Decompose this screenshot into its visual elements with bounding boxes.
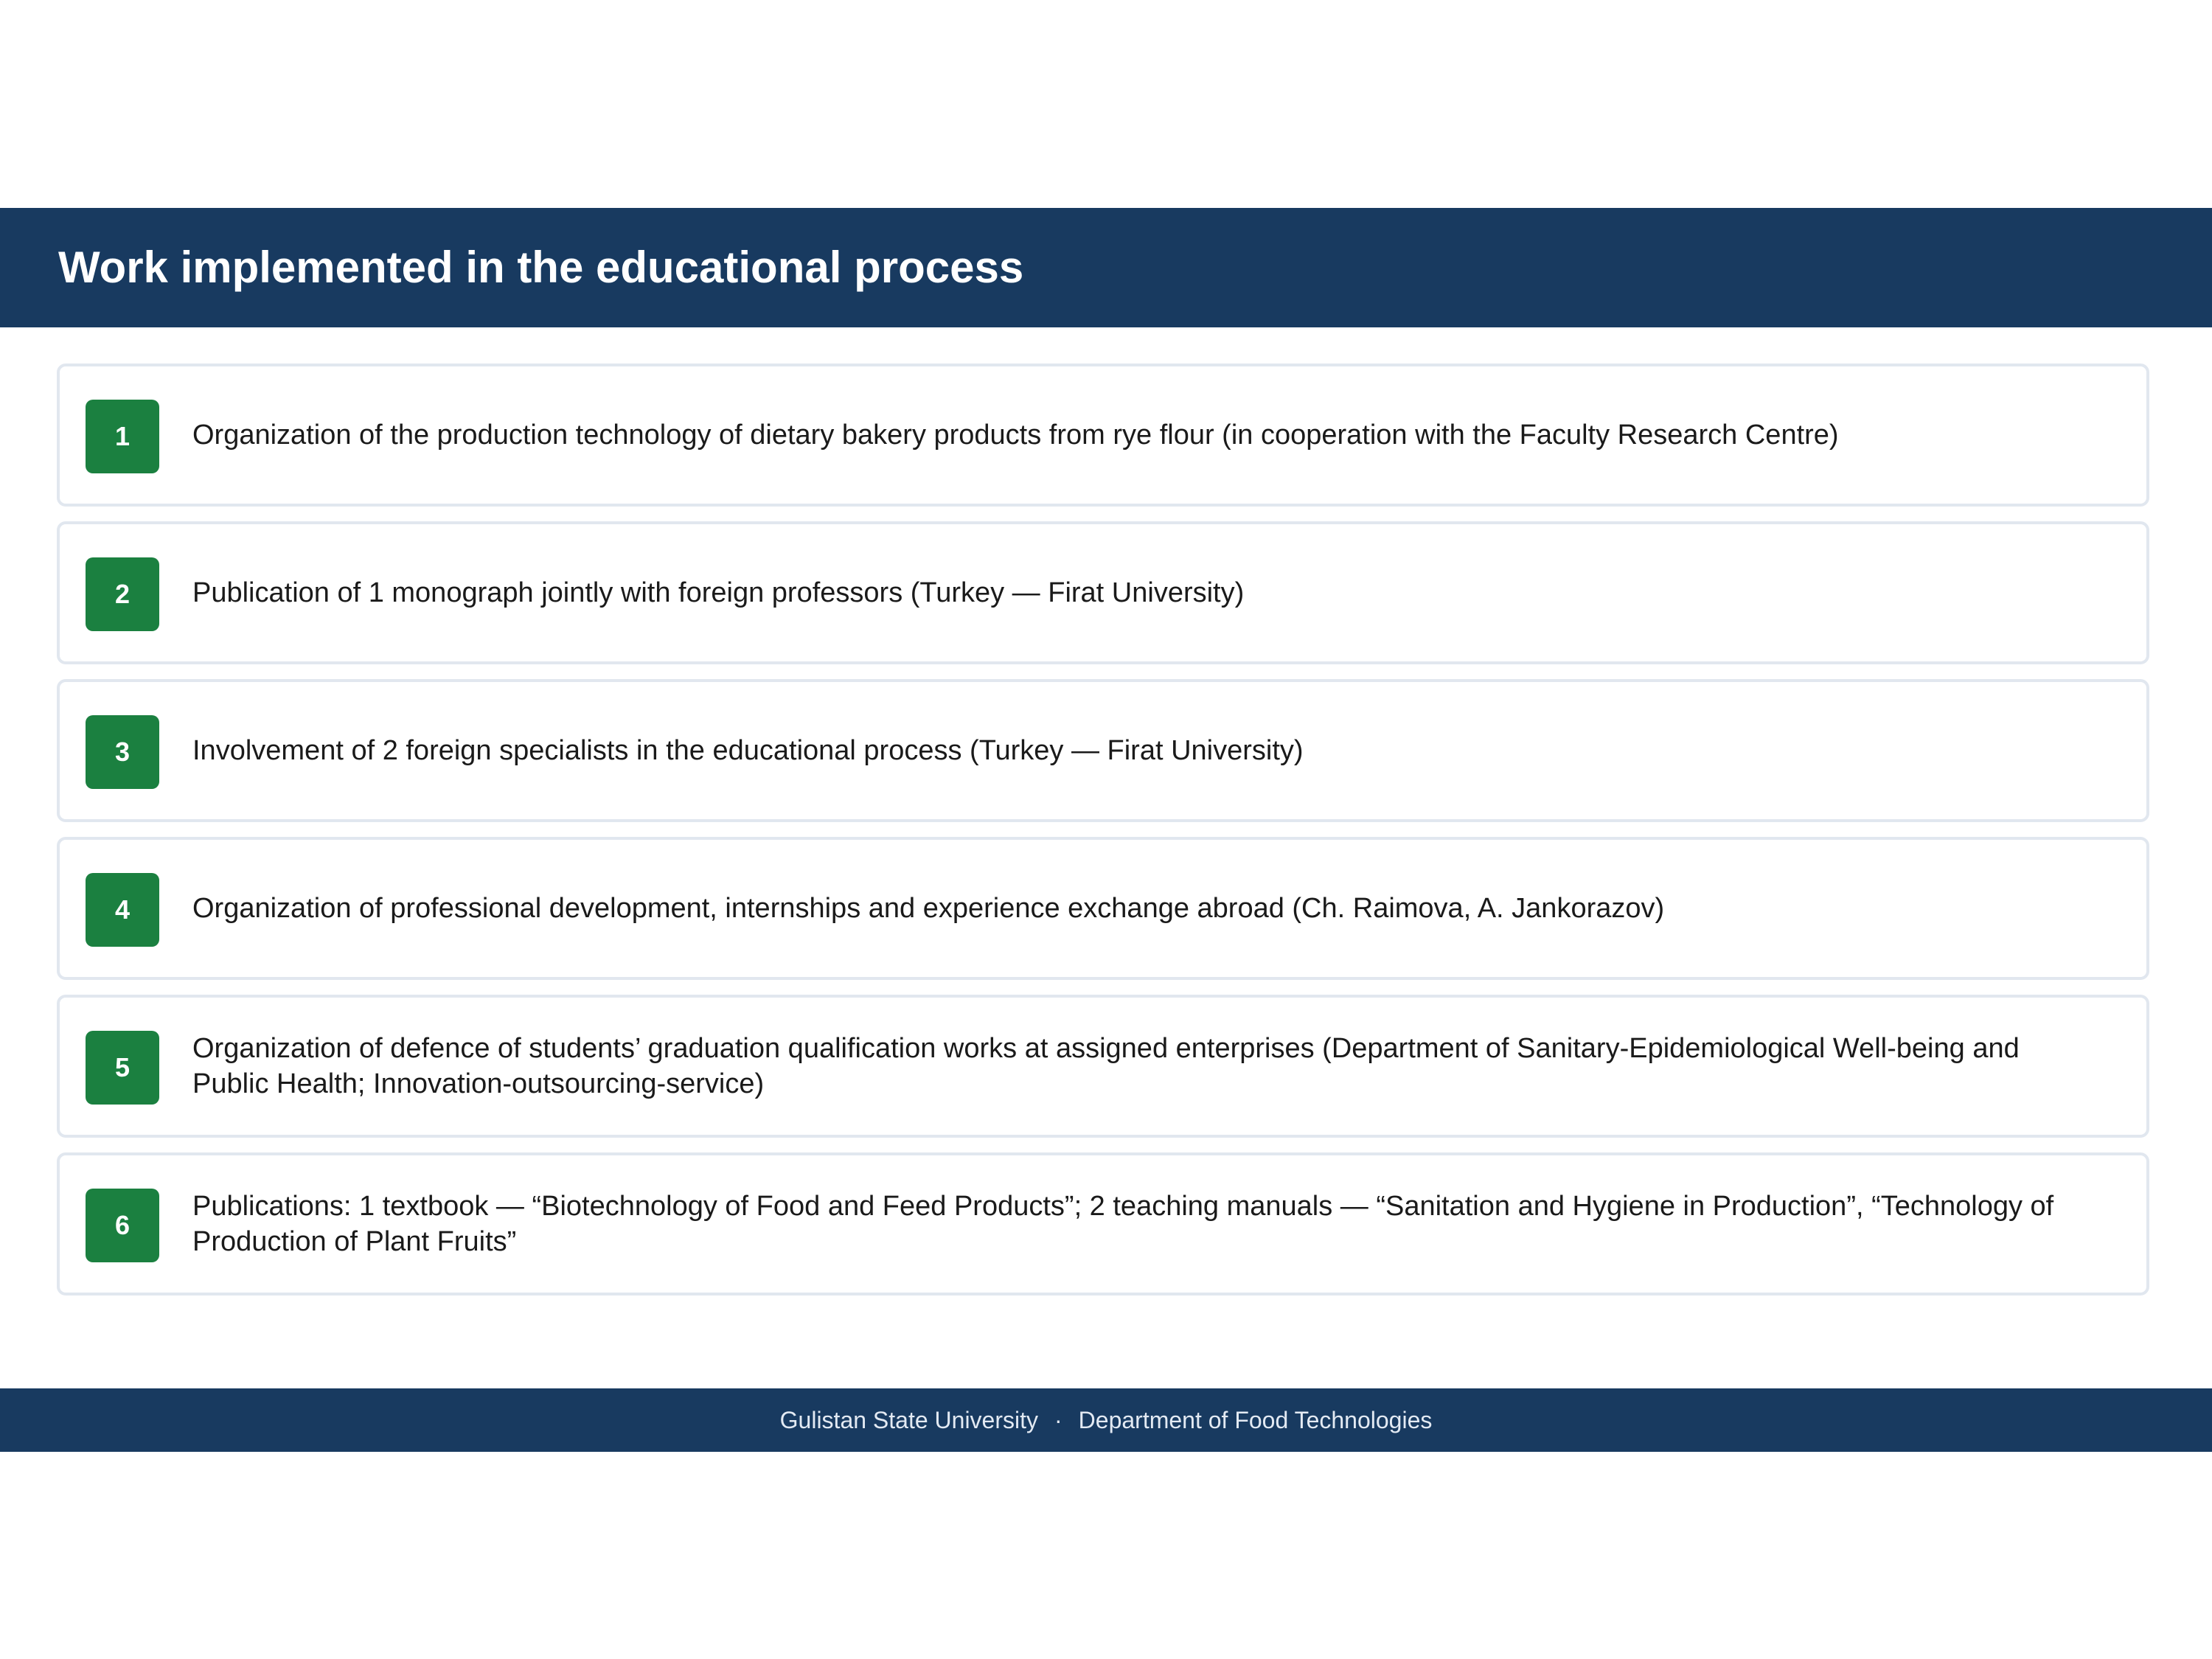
item-text: Organization of defence of students’ graduation qualification works at assigned enterprises (Department of Sanitary-Epidemiological Well-being and Public Health; Innovation-outsourcing-service) bbox=[192, 1033, 2020, 1099]
footer-separator: · bbox=[1054, 1406, 1062, 1433]
list-item-1 bbox=[57, 364, 2149, 507]
item-number-badge: 3 bbox=[86, 715, 159, 789]
list-item-5 bbox=[57, 995, 2149, 1138]
items-list bbox=[57, 364, 2149, 1310]
item-number-badge: 2 bbox=[86, 557, 159, 631]
list-item-4 bbox=[57, 837, 2149, 980]
item-number-badge: 6 bbox=[86, 1189, 159, 1262]
list-item-2 bbox=[57, 521, 2149, 664]
item-number-badge: 4 bbox=[86, 873, 159, 947]
item-text: Organization of the production technology of dietary bakery products from rye flour (in cooperation with the Faculty Research Centre) bbox=[192, 420, 1839, 451]
item-text: Publication of 1 monograph jointly with foreign professors (Turkey — Firat University) bbox=[192, 577, 1245, 608]
item-text: Publications: 1 textbook — “Biotechnology of Food and Feed Products”; 2 teaching manuals — “Sanitation and Hygiene in Production”, “Technology of Production of Plant Fruits” bbox=[192, 1191, 2054, 1257]
item-text: Organization of professional development, internships and experience exchange abroad (Ch. Raimova, A. Jankorazov) bbox=[192, 893, 1665, 924]
item-text: Involvement of 2 foreign specialists in the educational process (Turkey — Firat University) bbox=[192, 735, 1304, 766]
list-item-6 bbox=[57, 1152, 2149, 1295]
item-number-badge: 1 bbox=[86, 400, 159, 473]
footer-department: Department of Food Technologies bbox=[1078, 1406, 1433, 1433]
footer-university: Gulistan State University bbox=[779, 1406, 1038, 1433]
header-band bbox=[0, 208, 2212, 327]
footer-band bbox=[0, 1388, 2212, 1452]
page-title: Work implemented in the educational process bbox=[58, 243, 1024, 292]
item-number-badge: 5 bbox=[86, 1031, 159, 1105]
list-item-3 bbox=[57, 679, 2149, 822]
